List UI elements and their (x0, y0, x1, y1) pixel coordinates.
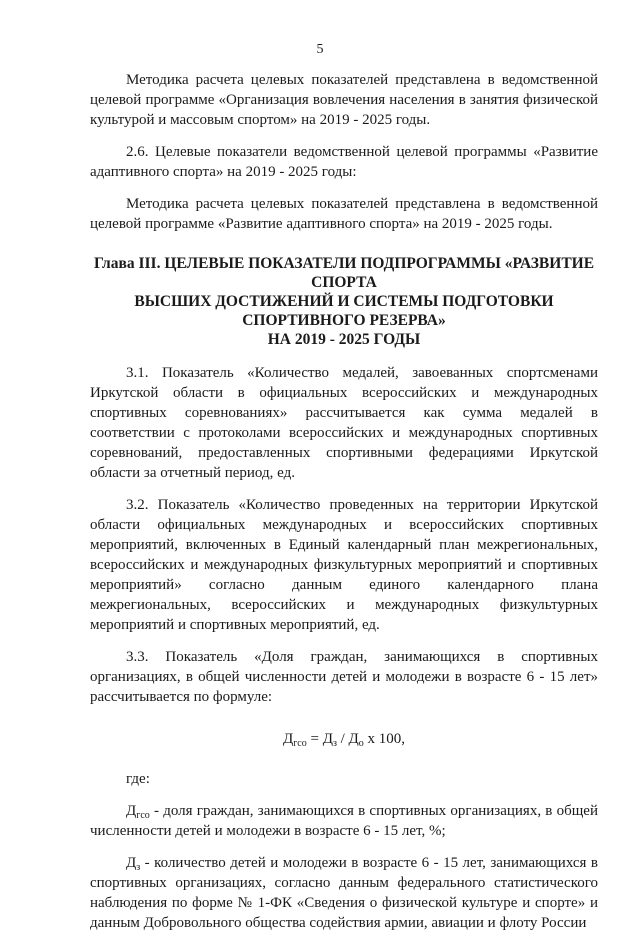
heading-line-1: Глава III. ЦЕЛЕВЫЕ ПОКАЗАТЕЛИ ПОДПРОГРАММЫ «РАЗВИТИЕ СПОРТА (93, 255, 595, 291)
heading-line-3: СПОРТИВНОГО РЕЗЕРВА» (242, 312, 446, 329)
where-label: где: (126, 771, 150, 787)
formula-eq: = Д (306, 731, 333, 747)
heading-line-4: НА 2019 - 2025 ГОДЫ (267, 331, 421, 348)
def-text-z: - количество детей и молодежи в возрасте 6 - 15 лет, занимающихся в спортивных организациях, согласно данным федерального статистического наблюдения по форме № 1-ФК «Сведения о физической культуре и спорте» и данным Добровольного общества содействия армии, авиации и флоту России (90, 855, 598, 931)
page-number: 5 (316, 42, 324, 57)
definition-d-z (90, 853, 598, 933)
paragraph-3-2: 3.2. Показатель «Количество проведенных на территории Иркутской области официальных международных и всероссийских спортивных мероприятий, включенных в Единый календарный план межрегиональных, всероссийских и международных физкультурных мероприятий и спортивных мероприятий» согласно данным единого календарного плана межрегиональных, всероссийских и международных физкультурных мероприятий и спортивных мероприятий, ед. (90, 497, 598, 633)
def-sub-gso: гсо (136, 810, 150, 821)
formula-sub-gso: гсо (293, 738, 307, 749)
def-text-gso: - доля граждан, занимающихся в спортивных организациях, в общей численности детей и молодежи в возрасте 6 - 15 лет, %; (90, 803, 598, 839)
formula-sub-z: з (332, 738, 337, 749)
def-letter-d: Д (126, 803, 137, 819)
paragraph-3: Методика расчета целевых показателей представлена в ведомственной целевой программе «Развитие адаптивного спорта» на 2019 - 2025 годы. (90, 196, 598, 232)
formula-tail: х 100, (363, 731, 406, 747)
chapter-heading (90, 254, 598, 349)
paragraph-1: Методика расчета целевых показателей представлена в ведомственной целевой программе «Организация вовлечения населения в занятия физической культурой и массовым спортом» на 2019 - 2025 годы. (90, 72, 598, 128)
paragraph-3-3: 3.3. Показатель «Доля граждан, занимающихся в спортивных организациях, в общей численности детей и молодежи в возрасте 6 - 15 лет» рассчитывается по формуле: (90, 649, 598, 705)
formula-div: / Д (336, 731, 359, 747)
def-sub-z: з (136, 862, 141, 873)
definition-d-gso (90, 801, 598, 841)
paragraph-2-6: 2.6. Целевые показатели ведомственной целевой программы «Развитие адаптивного спорта» на 2019 - 2025 годы: (90, 144, 598, 180)
def-letter-d: Д (126, 855, 137, 871)
document-body (90, 70, 598, 933)
formula (90, 729, 598, 749)
formula-sub-o: о (358, 738, 364, 749)
paragraph-3-1: 3.1. Показатель «Количество медалей, завоеванных спортсменами Иркутской области в официальных всероссийских и международных спортивных соревнованиях» рассчитывается как сумма медалей в соответствии с протоколами всероссийских и международных спортивных соревнований, предоставленных спортивными федерациями Иркутской области за отчетный период, ед. (90, 365, 598, 481)
formula-d: Д (282, 731, 294, 747)
heading-line-2: ВЫСШИХ ДОСТИЖЕНИЙ И СИСТЕМЫ ПОДГОТОВКИ (134, 293, 554, 310)
